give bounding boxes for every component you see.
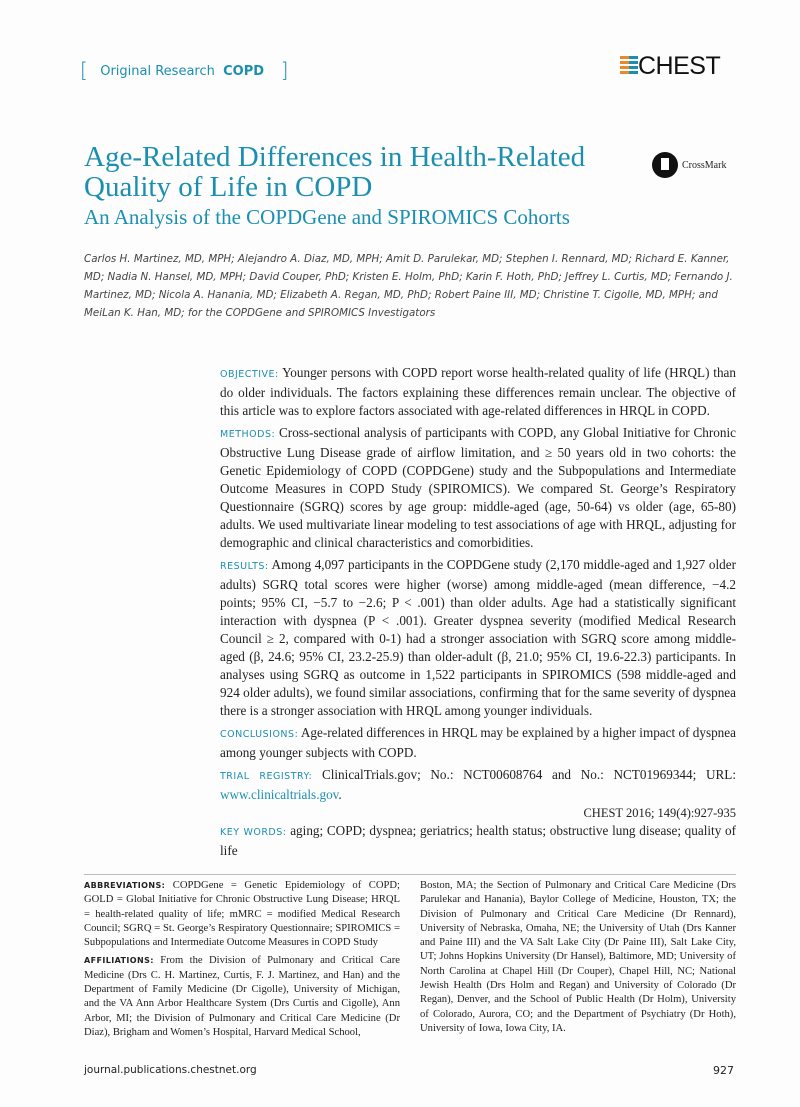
abbreviations-label: ABBREVIATIONS: [84,881,166,890]
footnote-divider [84,874,736,875]
journal-url[interactable]: journal.publications.chestnet.org [84,1064,257,1077]
article-title: Age-Related Differences in Health-Related Quality of Life in COPD [84,141,586,203]
crossmark-badge[interactable]: CrossMark [652,152,726,178]
footnote-right [420,879,736,1040]
objective-label: OBJECTIVE: [220,369,279,380]
trial-label: TRIAL REGISTRY: [220,771,313,782]
results-label: RESULTS: [220,561,269,572]
article-subtitle: An Analysis of the COPDGene and SPIROMICS Cohorts [84,205,570,229]
bracket-right-icon: ] [280,58,289,82]
results-text: Among 4,097 participants in the COPDGene study (2,170 middle-aged and 1,927 older adults) SGRQ total scores were higher (worse) among middle-aged (mean difference, −4.2 points; 95% CI, −5.7 to −2.6; P < .001) than older adults. Age had a statistically significant interaction with dyspnea (P < .001). Greater dyspnea severity (modified Medical Research Council ≥ 2, compared with 0-1) had a stronger association with SGRQ score among middle-aged (β, 24.6; 95% CI, 23.2-25.9) than older-adult (β, 21.0; 95% CI, 19.6-22.3) participants. In analyses using SGRQ as outcome in 1,522 participants in SPIROMICS (598 middle-aged and 924 older adults), we found similar associations, confirming that for the same severity of dyspnea there is a stronger association with HRQL among younger individuals. [220,557,736,718]
citation: CHEST 2016; 149(4):927-935 [583,806,736,820]
footnote-left [84,879,400,1044]
objective-text: Younger persons with COPD report worse health-related quality of life (HRQL) than do older individuals. The factors explaining these differences remain unclear. The objective of this article was to explore factors associated with age-related differences in HRQL in COPD. [220,365,736,418]
methods-label: METHODS: [220,429,276,440]
section-label: COPD [223,64,265,79]
page-number: 927 [713,1064,734,1078]
section-header [80,58,288,82]
keywords-label: KEY WORDS: [220,827,287,838]
page-footer [84,1064,734,1107]
trial-link[interactable]: www.clinicaltrials.gov [220,787,339,802]
page-header [0,0,800,100]
methods-text: Cross-sectional analysis of participants with COPD, any Global Initiative for Chronic Obstructive Lung Disease grade of airflow limitation, and ≥ 50 years old in two cohorts: the Genetic Epidemiology of COPD (COPDGene) study and the Subpopulations and Intermediate Outcome Measures in COPD Study (SPIROMICS). We compared St. George’s Respiratory Questionnaire (SGRQ) scores by age group: middle-aged (age, 50-64) vs older (age, 65-80) adults. We used multivariate linear modeling to test associations of age with HRQL, adjusting for demographic and clinical characteristics and comorbidities. [220,425,737,550]
category-label: Original Research [100,64,215,79]
author-list: Carlos H. Martinez, MD, MPH; Alejandro A. Diaz, MD, MPH; Amit D. Parulekar, MD; Stephen I. Rennard, MD; Richard E. Kanner, MD; Nadia N. Hansel, MD, MPH; David Couper, PhD; Kristen E. Holm, PhD; Karin F. Hoth, PhD; Jeffrey L. Curtis, MD; Fernando J. Martinez, MD; Nicola A. Hanania, MD; Elizabeth A. Regan, MD, PhD; Robert Paine III, MD; Christine T. Cigolle, MD, MPH; and MeiLan K. Han, MD; for the COPDGene and SPIROMICS Investigators [84,253,733,319]
chest-logo: CHEST [620,52,720,81]
conclusions-text: Age-related differences in HRQL may be explained by a higher impact of dyspnea among younger subjects with COPD. [220,725,736,760]
affiliations-text-left: From the Division of Pulmonary and Critical Care Medicine (Drs C. H. Martinez, Curtis, F. J. Martinez, and Han) and the Department of Family Medicine (Dr Cigolle), University of Michigan, and the VA Ann Arbor Healthcare System (Drs Curtis and Cigolle), Ann Arbor, MI; the Division of Pulmonary and Critical Care Medicine (Dr Diaz), Brigham and Women’s Hospital, Harvard Medical School, [84,955,400,1038]
affiliations-text-right: Boston, MA; the Section of Pulmonary and Critical Care Medicine (Drs Parulekar and Hanania), Baylor College of Medicine, Houston, TX; the Division of Pulmonary and Critical Care Medicine (Dr Rennard), University of Nebraska, Omaha, NE; the University of Utah (Drs Kanner and Paine III) and the VA Salt Lake City (Dr Paine III), Salt Lake City, UT; Johns Hopkins University (Dr Hansel), Baltimore, MD; University of North Carolina at Chapel Hill (Dr Couper), Chapel Hill, NC; National Jewish Health (Drs Holm and Regan) and University of Colorado (Dr Regan), Denver, and the School of Public Health (Dr Holm), University of Colorado, Aurora, CO; and the Department of Psychiatry (Dr Hoth), University of Iowa, Iowa City, IA. [420,880,736,1034]
bracket-left-icon: [ [80,58,88,82]
footnotes [84,879,736,1044]
abbreviations-text: COPDGene = Genetic Epidemiology of COPD; GOLD = Global Initiative for Chronic Obstructive Lung Disease; HRQL = health-related quality of life; mMRC = modified Medical Research Council; SGRQ = St. George’s Respiratory Questionnaire; SPIROMICS = Subpopulations and Intermediate Outcome Measures in COPD Study [84,880,400,949]
title-block [84,142,654,230]
conclusions-label: CONCLUSIONS: [220,729,299,740]
keywords-text: aging; COPD; dyspnea; geriatrics; health status; obstructive lung disease; quality of life [220,823,737,858]
affiliations-label: AFFILIATIONS: [84,956,154,966]
abstract: OBJECTIVE: Younger persons with COPD report worse health-related quality of life (HRQL) than do older individuals. The factors explaining these differences remain unclear. The objective of this article was to explore factors associated with age-related differences in HRQL in COPD. METHODS: Cross-sectional analysis of participants with COPD, any Global Initiative for Chronic Obstructive Lung Disease grade of airflow limitation, and ≥ 50 years old in two cohorts: the Genetic Epidemiology of COPD (COPDGene) study and the Subpopulations and Intermediate Outcome Measures in COPD Study (SPIROMICS). We compared St. George’s Respiratory Questionnaire (SGRQ) scores by age group: middle-aged (age, 50-64) vs older (age, 65-80) adults. We used multivariate linear modeling to test associations of age with HRQL, adjusting for demographic and clinical characteristics and comorbidities. RESULTS: Among 4,097 participants in the COPDGene study (2,170 middle-aged and 1,927 older adults) SGRQ total scores were higher (worse) among middle-aged (mean difference, −4.2 points; 95% CI, −5.7 to −2.6; P < .001) than older adults. Age had a statistically significant interaction with dyspnea (P < .001). Greater dyspnea severity (modified Medical Research Council ≥ 2, compared with 0-1) had a stronger association with SGRQ score among middle-aged (β, 24.6; 95% CI, 23.2-25.9) than older-adult (β, 21.0; 95% CI, 19.6-22.3) participants. In analyses using SGRQ as outcome in 1,522 participants in SPIROMICS (598 middle-aged and 924 older adults), we found similar associations, confirming that for the same severity of dyspnea there is a stronger association with HRQL among younger individuals. CONCLUSIONS: Age-related differences in HRQL may be explained by a higher impact of dyspnea among younger subjects with COPD. TRIAL REGISTRY: ClinicalTrials.gov; No.: NCT00608764 and No.: NCT01969344; URL: www.clinicaltrials.gov. CHEST 2016; 149(4):927-935 KEY WORDS: aging; COPD; dyspnea; geriatrics; health status; obstructive lung disease; quality of life [220,365,737,858]
crossmark-icon [652,152,678,178]
chest-logo-icon [620,54,638,76]
trial-text: ClinicalTrials.gov; No.: NCT00608764 and No.: NCT01969344; URL: [321,767,736,782]
